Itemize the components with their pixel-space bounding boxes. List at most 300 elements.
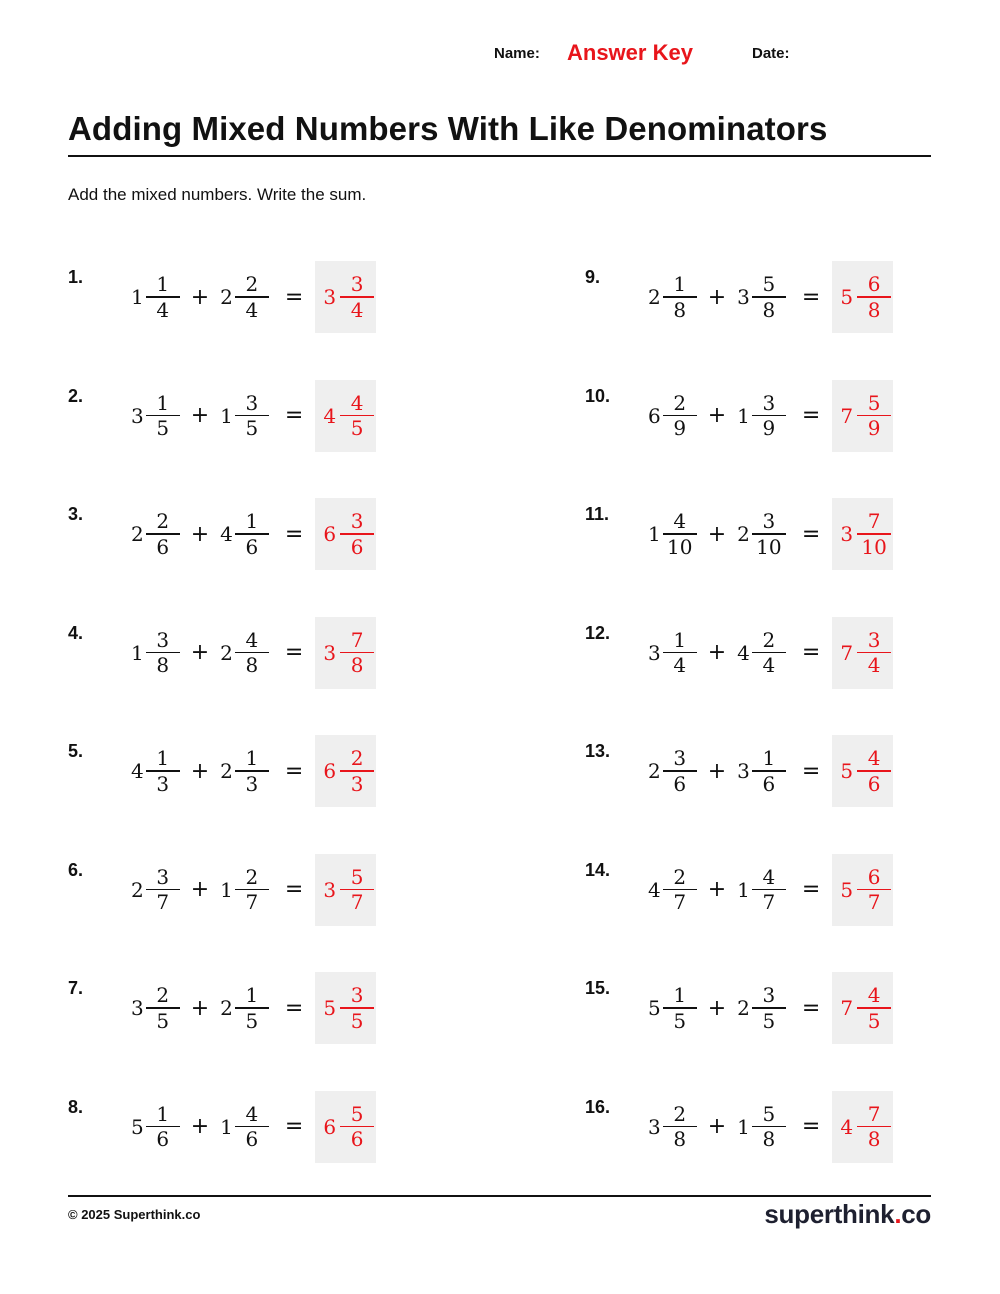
answer-box [315,617,376,689]
answer-box [832,498,893,570]
answer-whole: 6 [323,759,337,783]
addend-1-fraction [146,1102,180,1152]
expression [648,1091,893,1163]
answer-denominator: 8 [867,1127,881,1152]
equals-sign: = [284,1114,304,1139]
answer-box [315,972,376,1044]
answer-whole: 3 [323,285,337,309]
addend-2-whole: 2 [737,522,750,546]
problem-number: 7. [68,978,84,998]
addend-2-denominator: 8 [762,297,776,322]
addend-1-denominator: 7 [673,890,687,915]
addend-1-fraction [663,391,697,441]
addend-2-numerator: 1 [245,746,259,771]
addend-1-denominator: 6 [156,1127,170,1152]
expression [131,735,376,807]
answer-fraction [857,509,891,559]
answer-numerator: 6 [867,864,881,889]
problem-1 [68,261,488,333]
addend-2-fraction [235,983,269,1033]
addend-2-whole: 4 [737,640,750,665]
answer-whole: 5 [840,285,854,309]
answer-denominator: 6 [867,771,881,796]
addend-2-denominator: 7 [245,890,259,915]
addend-1-fraction [663,865,697,915]
addend-1-numerator: 2 [673,864,687,889]
expression [648,380,893,452]
problem-10 [585,380,1000,452]
answer-box [315,261,376,333]
addend-1-fraction [663,628,697,678]
problem-12 [585,617,1000,689]
addend-1-whole: 2 [131,522,144,546]
answer-whole: 4 [840,1114,854,1139]
answer-fraction [340,746,374,796]
addend-1-numerator: 2 [673,1101,687,1126]
addend-1-numerator: 2 [673,390,687,415]
addend-2-fraction [752,1102,786,1152]
problem-number: 11. [585,504,610,524]
addend-2-whole: 2 [220,759,233,783]
answer-numerator: 5 [350,1101,364,1126]
addend-1-denominator: 7 [156,890,170,915]
addend-2-numerator: 2 [762,627,776,652]
answer-whole: 7 [840,996,854,1020]
addend-2-denominator: 5 [762,1008,776,1033]
addend-1-fraction [146,865,180,915]
equals-sign: = [284,284,304,310]
answer-whole: 3 [323,640,337,665]
addend-2-whole: 1 [737,1114,750,1139]
answer-whole: 7 [840,640,854,665]
addend-2-whole: 1 [737,403,750,428]
answer-denominator: 7 [867,890,881,915]
addend-2-numerator: 1 [245,983,259,1008]
answer-box [315,854,376,926]
addend-1-fraction [663,272,697,322]
addend-1-whole: 3 [131,403,144,428]
answer-box [832,972,893,1044]
answer-denominator: 4 [867,653,881,678]
brand-logo [764,1199,931,1230]
problem-number: 8. [68,1096,84,1117]
equals-sign: = [284,995,304,1021]
addend-1-whole: 4 [648,877,661,902]
addend-1-denominator: 4 [156,297,170,322]
plus-sign: + [190,284,210,310]
equals-sign: = [801,995,821,1021]
equals-sign: = [284,877,304,902]
plus-sign: + [707,284,727,310]
answer-box [832,1091,893,1163]
problem-number: 5. [68,741,84,761]
addend-1-denominator: 6 [673,771,687,796]
addend-1-numerator: 3 [156,627,170,652]
answer-denominator: 5 [350,416,364,441]
expression [648,261,893,333]
answer-numerator: 3 [350,509,364,534]
answer-fraction [857,628,891,678]
brand-main: superthink [764,1199,895,1229]
addend-2-numerator: 1 [245,509,259,534]
addend-1-whole: 6 [648,403,661,428]
expression [131,1091,376,1163]
problem-number: 16. [585,1096,611,1117]
answer-denominator: 9 [867,416,881,441]
answer-denominator: 3 [350,771,364,796]
addend-1-denominator: 3 [156,771,170,796]
addend-1-whole: 3 [131,996,144,1020]
problem-number: 12. [585,622,611,643]
plus-sign: + [190,1114,210,1139]
addend-1-denominator: 5 [156,1008,170,1033]
answer-numerator: 3 [350,983,364,1008]
answer-box [315,380,376,452]
equals-sign: = [801,403,821,428]
addend-2-fraction [752,746,786,796]
addend-2-denominator: 5 [245,416,259,441]
problem-number: 15. [585,978,611,998]
answer-whole: 5 [840,877,854,902]
header-row [0,40,1000,70]
addend-2-denominator: 6 [245,1127,259,1152]
addend-1-denominator: 4 [673,653,687,678]
answer-numerator: 3 [350,272,364,297]
addend-2-whole: 2 [220,996,233,1020]
problem-3 [68,498,488,570]
equals-sign: = [284,521,304,547]
answer-fraction [340,509,374,559]
addend-2-numerator: 3 [762,390,776,415]
equals-sign: = [801,877,821,902]
answer-box [832,735,893,807]
answer-numerator: 4 [867,983,881,1008]
addend-1-numerator: 1 [673,272,687,297]
answer-numerator: 6 [867,272,881,297]
brand-tail: co [901,1199,931,1229]
problem-number: 6. [68,859,84,880]
addend-2-fraction [235,865,269,915]
plus-sign: + [190,758,210,784]
addend-1-numerator: 1 [673,983,687,1008]
addend-2-denominator: 9 [762,416,776,441]
addend-2-whole: 1 [220,877,233,902]
answer-fraction [857,865,891,915]
addend-1-whole: 4 [131,759,144,783]
answer-fraction [340,1102,374,1152]
addend-1-denominator: 8 [673,297,687,322]
answer-box [832,617,893,689]
addend-2-fraction [752,272,786,322]
plus-sign: + [707,1114,727,1139]
answer-fraction [857,1102,891,1152]
answer-fraction [857,746,891,796]
answer-fraction [857,391,891,441]
addend-1-numerator: 1 [156,746,170,771]
addend-2-fraction [235,746,269,796]
equals-sign: = [801,1114,821,1139]
addend-1-fraction [146,983,180,1033]
plus-sign: + [190,640,210,665]
equals-sign: = [284,758,304,784]
addend-1-numerator: 1 [673,627,687,652]
addend-1-whole: 2 [648,759,661,783]
addend-1-fraction [663,1102,697,1152]
equals-sign: = [801,521,821,547]
addend-2-numerator: 2 [245,864,259,889]
problem-number: 1. [68,267,84,287]
problem-13 [585,735,1000,807]
answer-numerator: 7 [867,1101,881,1126]
expression [131,972,376,1044]
problem-15 [585,972,1000,1044]
answer-numerator: 5 [350,864,364,889]
answer-whole: 6 [323,1114,337,1139]
answer-whole: 5 [323,996,337,1020]
plus-sign: + [707,758,727,784]
addend-2-fraction [235,272,269,322]
answer-whole: 7 [840,403,854,428]
equals-sign: = [801,640,821,665]
equals-sign: = [284,640,304,665]
answer-numerator: 7 [350,627,364,652]
answer-box [315,1091,376,1163]
addend-2-numerator: 4 [245,1101,259,1126]
problem-number: 2. [68,385,84,406]
answer-fraction [340,865,374,915]
addend-2-denominator: 4 [245,297,259,322]
answer-numerator: 4 [350,390,364,415]
addend-1-numerator: 3 [156,864,170,889]
answer-fraction [340,983,374,1033]
addend-1-numerator: 1 [156,390,170,415]
addend-1-whole: 3 [648,640,661,665]
problem-9 [585,261,1000,333]
addend-2-fraction [752,628,786,678]
problem-number: 14. [585,859,611,880]
answer-denominator: 7 [350,890,364,915]
addend-2-numerator: 3 [762,983,776,1008]
problem-8 [68,1091,488,1163]
addend-2-numerator: 3 [762,509,776,534]
answer-box [832,261,893,333]
addend-1-denominator: 5 [156,416,170,441]
answer-fraction [857,272,891,322]
addend-1-fraction [663,983,697,1033]
answer-fraction [857,983,891,1033]
equals-sign: = [801,284,821,310]
addend-2-fraction [235,628,269,678]
addend-2-numerator: 3 [245,390,259,415]
answer-box [832,380,893,452]
addend-1-fraction [663,509,697,559]
problem-number: 9. [585,267,601,287]
answer-whole: 4 [323,403,337,428]
answer-denominator: 5 [867,1008,881,1033]
expression [131,498,376,570]
copyright: © 2025 Superthink.co [68,1207,201,1222]
problem-number: 3. [68,504,84,524]
answer-box [315,735,376,807]
addend-2-denominator: 10 [756,534,782,559]
plus-sign: + [707,640,727,665]
addend-2-fraction [235,1102,269,1152]
answer-numerator: 5 [867,390,881,415]
addend-2-numerator: 4 [245,627,259,652]
expression [648,735,893,807]
expression [131,617,376,689]
addend-1-fraction [146,272,180,322]
name-label: Name: [494,45,540,62]
footer-divider [68,1195,931,1197]
problem-number: 13. [585,741,611,761]
addend-1-whole: 3 [648,1114,661,1139]
answer-fraction [340,272,374,322]
expression [131,380,376,452]
addend-2-denominator: 5 [245,1008,259,1033]
answer-denominator: 8 [867,297,881,322]
plus-sign: + [707,995,727,1021]
addend-2-denominator: 6 [762,771,776,796]
addend-1-numerator: 1 [156,272,170,297]
addend-2-numerator: 4 [762,864,776,889]
addend-1-denominator: 9 [673,416,687,441]
brand-dot: . [894,1199,902,1229]
answer-denominator: 6 [350,1127,364,1152]
addend-2-fraction [752,509,786,559]
expression [648,972,893,1044]
answer-denominator: 10 [861,534,887,559]
answer-whole: 3 [323,877,337,902]
title-divider [68,155,931,157]
plus-sign: + [707,877,727,902]
addend-2-denominator: 6 [245,534,259,559]
problem-5 [68,735,488,807]
addend-1-whole: 2 [648,285,661,309]
addend-2-fraction [752,391,786,441]
addend-1-whole: 1 [131,285,144,309]
expression [648,498,893,570]
addend-2-whole: 2 [220,640,233,665]
addend-2-numerator: 5 [762,272,776,297]
page-title: Adding Mixed Numbers With Like Denominators [68,110,828,147]
addend-2-whole: 1 [220,403,233,428]
addend-1-denominator: 8 [673,1127,687,1152]
answer-denominator: 8 [350,653,364,678]
addend-1-numerator: 2 [156,509,170,534]
addend-2-fraction [752,865,786,915]
addend-2-denominator: 3 [245,771,259,796]
addend-2-denominator: 7 [762,890,776,915]
addend-2-fraction [235,509,269,559]
addend-1-whole: 2 [131,877,144,902]
answer-fraction [340,628,374,678]
answer-numerator: 2 [350,746,364,771]
addend-1-denominator: 5 [673,1008,687,1033]
expression [131,854,376,926]
plus-sign: + [707,521,727,547]
addend-2-denominator: 8 [245,653,259,678]
date-label: Date: [752,45,790,62]
addend-1-numerator: 4 [673,509,687,534]
problem-number: 10. [585,385,611,406]
answer-whole: 5 [840,759,854,783]
problem-number: 4. [68,622,84,643]
addend-1-whole: 5 [648,996,661,1020]
problem-6 [68,854,488,926]
problem-14 [585,854,1000,926]
addend-2-whole: 3 [737,759,750,783]
addend-2-denominator: 8 [762,1127,776,1152]
problem-2 [68,380,488,452]
answer-denominator: 5 [350,1008,364,1033]
addend-1-fraction [146,391,180,441]
addend-1-denominator: 6 [156,534,170,559]
addend-2-numerator: 2 [245,272,259,297]
addend-2-whole: 3 [737,285,750,309]
plus-sign: + [190,877,210,902]
plus-sign: + [707,403,727,428]
addend-1-numerator: 3 [673,746,687,771]
plus-sign: + [190,403,210,428]
expression [131,261,376,333]
answer-numerator: 4 [867,746,881,771]
plus-sign: + [190,521,210,547]
problem-11 [585,498,1000,570]
expression [648,854,893,926]
addend-2-fraction [752,983,786,1033]
addend-1-whole: 1 [648,522,661,546]
addend-1-numerator: 2 [156,983,170,1008]
addend-2-whole: 4 [220,522,233,546]
answer-numerator: 3 [867,627,881,652]
addend-1-fraction [146,746,180,796]
answer-numerator: 7 [867,509,881,534]
addend-1-denominator: 8 [156,653,170,678]
addend-1-fraction [146,509,180,559]
answer-denominator: 4 [350,297,364,322]
answer-box [832,854,893,926]
name-value: Answer Key [567,40,693,65]
instructions: Add the mixed numbers. Write the sum. [68,185,367,204]
answer-whole: 6 [323,522,337,546]
answer-fraction [340,391,374,441]
addend-2-whole: 2 [737,996,750,1020]
addend-1-denominator: 10 [667,534,693,559]
addend-2-whole: 2 [220,285,233,309]
addend-1-whole: 1 [131,640,144,665]
addend-2-numerator: 5 [762,1101,776,1126]
problem-4 [68,617,488,689]
addend-1-fraction [146,628,180,678]
expression [648,617,893,689]
addend-2-whole: 1 [737,877,750,902]
addend-2-fraction [235,391,269,441]
answer-whole: 3 [840,522,854,546]
answer-denominator: 6 [350,534,364,559]
addend-2-denominator: 4 [762,653,776,678]
problem-16 [585,1091,1000,1163]
equals-sign: = [801,758,821,784]
addend-1-whole: 5 [131,1114,144,1139]
equals-sign: = [284,403,304,428]
problem-7 [68,972,488,1044]
addend-1-fraction [663,746,697,796]
addend-2-numerator: 1 [762,746,776,771]
answer-box [315,498,376,570]
plus-sign: + [190,995,210,1021]
addend-2-whole: 1 [220,1114,233,1139]
